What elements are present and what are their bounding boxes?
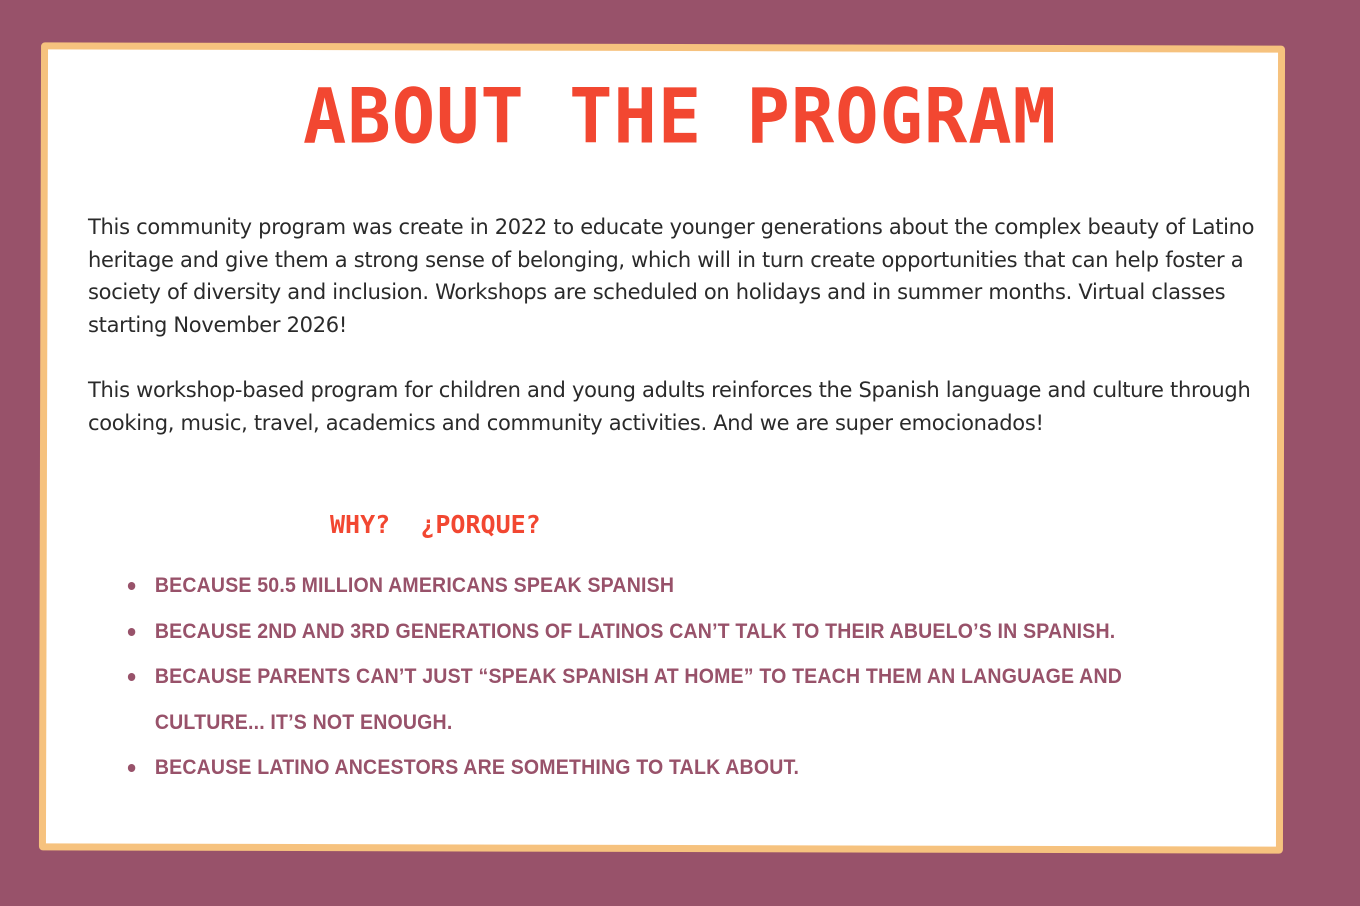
reason-text: BECAUSE PARENTS CAN’T JUST “SPEAK SPANISH AT HOME” TO TEACH THEM AN LANGUAGE AND CULTURE... IT’S NOT ENOUGH.	[154, 665, 1123, 734]
reason-text: BECAUSE LATINO ANCESTORS ARE SOMETHING TO TALK ABOUT.	[154, 756, 800, 779]
list-item	[126, 609, 1168, 655]
intro-paragraph: This community program was create in 2022 to educate younger generations about the complex beauty of Latino heritage and give them a strong sense of belonging, which will in turn create opportunities that can help foster a society of diversity and inclusion. Workshops are scheduled on holidays and in summer months. Virtual classes starting November 2026!	[88, 215, 1255, 337]
why-heading: WHY? ¿PORQUE?	[330, 510, 541, 539]
workshop-paragraph: This workshop-based program for children and young adults reinforces the Spanish language and culture through cooking, music, travel, academics and community activities. And we are super emocionados!	[88, 378, 1251, 435]
list-item	[126, 654, 1168, 745]
bullet-icon	[128, 673, 135, 681]
reason-text: BECAUSE 50.5 MILLION AMERICANS SPEAK SPANISH	[154, 574, 675, 597]
bullet-icon	[128, 628, 135, 636]
reason-text: BECAUSE 2ND AND 3RD GENERATIONS OF LATINOS CAN’T TALK TO THEIR ABUELO’S IN SPANISH.	[154, 619, 1116, 643]
reasons-list	[126, 563, 1246, 791]
list-item	[126, 563, 1168, 609]
page-title: ABOUT THE PROGRAM	[303, 71, 1057, 161]
bullet-icon	[128, 764, 135, 772]
list-item	[126, 745, 1168, 791]
bullet-icon	[128, 582, 135, 590]
